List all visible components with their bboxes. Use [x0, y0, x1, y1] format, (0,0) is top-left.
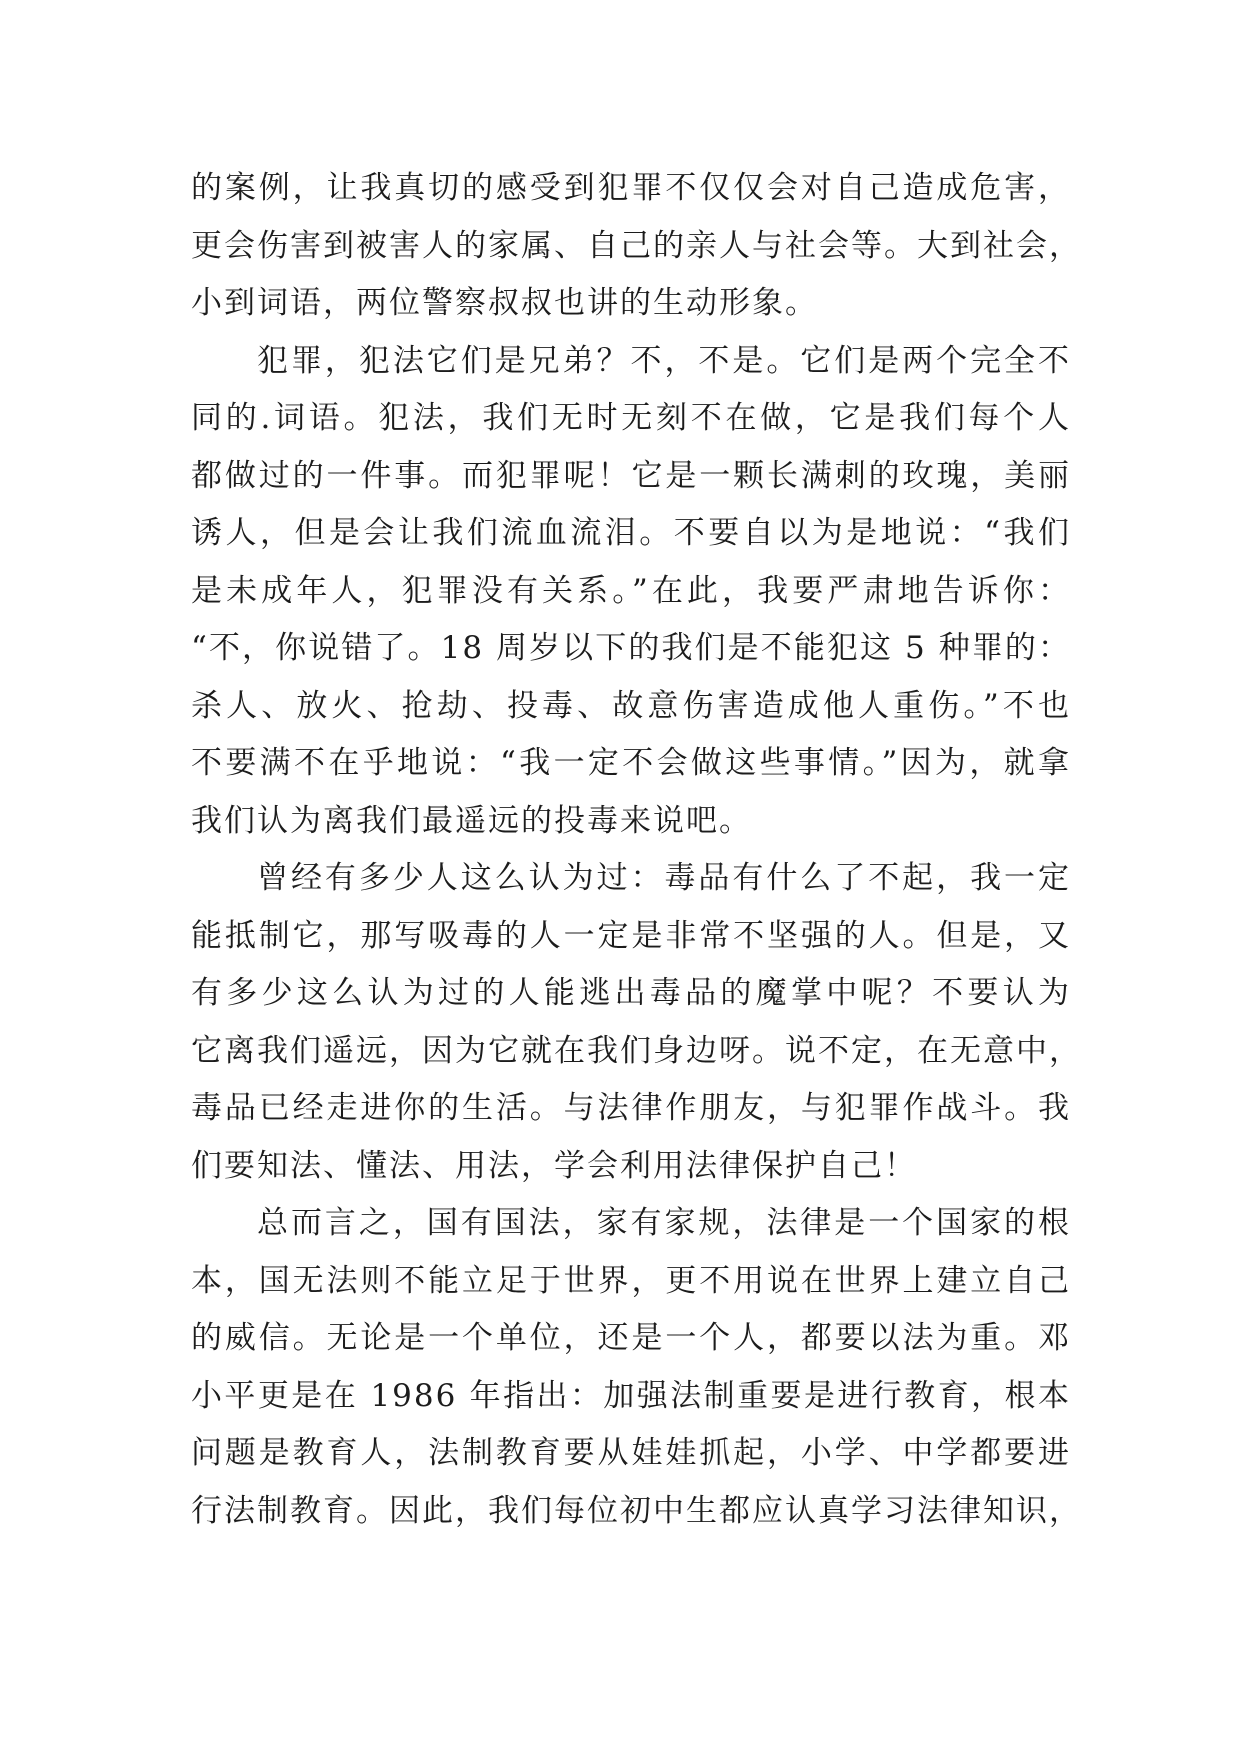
text-line: 的案例，让我真切的感受到犯罪不仅仅会对自己造成危害， — [191, 170, 1071, 206]
text-line: 毒品已经走进你的生活。与法律作朋友，与犯罪作战斗。我 — [191, 1090, 1071, 1126]
body-text — [191, 160, 1082, 1540]
text-line: 是未成年人，犯罪没有关系。”在此，我要严肃地告诉你： — [191, 572, 1071, 609]
text-line: 有多少这么认为过的人能逃出毒品的魔掌中呢？不要认为 — [191, 975, 1071, 1011]
text-line: 杀人、放火、抢劫、投毒、故意伤害造成他人重伤。”不也 — [191, 687, 1071, 724]
text-line: 曾经有多少人这么认为过：毒品有什么了不起，我一定 — [257, 860, 1071, 896]
text-line: 诱人，但是会让我们流血流泪。不要自以为是地说：“我们 — [191, 515, 1071, 551]
text-line: 犯罪，犯法它们是兄弟？不，不是。它们是两个完全不 — [257, 342, 1071, 379]
text-line: 们要知法、懂法、用法，学会利用法律保护自己！ — [191, 1147, 917, 1184]
paragraph-1 — [191, 160, 1082, 333]
text-line: 都做过的一件事。而犯罪呢！它是一颗长满刺的玫瑰，美丽 — [191, 457, 1071, 494]
text-line: 本，国无法则不能立足于世界，更不用说在世界上建立自己 — [191, 1262, 1071, 1299]
text-line: 不要满不在乎地说：“我一定不会做这些事情。”因为，就拿 — [191, 745, 1071, 781]
paragraph-4 — [191, 1195, 1082, 1540]
text-line: 小平更是在 1986 年指出：加强法制重要是进行教育，根本 — [191, 1377, 1071, 1414]
text-line: 小到词语，两位警察叔叔也讲的生动形象。 — [191, 285, 818, 321]
text-line: 能抵制它，那写吸毒的人一定是非常不坚强的人。但是，又 — [191, 917, 1071, 954]
text-line: 它离我们遥远，因为它就在我们身边呀。说不定，在无意中， — [191, 1032, 1082, 1069]
text-line: 同的.词语。犯法，我们无时无刻不在做，它是我们每个人 — [191, 400, 1071, 436]
text-line: 行法制教育。因此，我们每位初中生都应认真学习法律知识， — [191, 1492, 1082, 1529]
text-line: 的威信。无论是一个单位，还是一个人，都要以法为重。邓 — [191, 1320, 1071, 1356]
text-line: 我们认为离我们最遥远的投毒来说吧。 — [191, 802, 752, 839]
text-line: 问题是教育人，法制教育要从娃娃抓起，小学、中学都要进 — [191, 1435, 1071, 1471]
text-line: “不，你说错了。18 周岁以下的我们是不能犯这 5 种罪的： — [191, 630, 1071, 666]
paragraph-2 — [191, 333, 1071, 851]
text-line: 更会伤害到被害人的家属、自己的亲人与社会等。大到社会， — [191, 227, 1082, 264]
paragraph-3 — [191, 850, 1082, 1195]
text-line: 总而言之，国有国法，家有家规，法律是一个国家的根 — [257, 1205, 1071, 1241]
